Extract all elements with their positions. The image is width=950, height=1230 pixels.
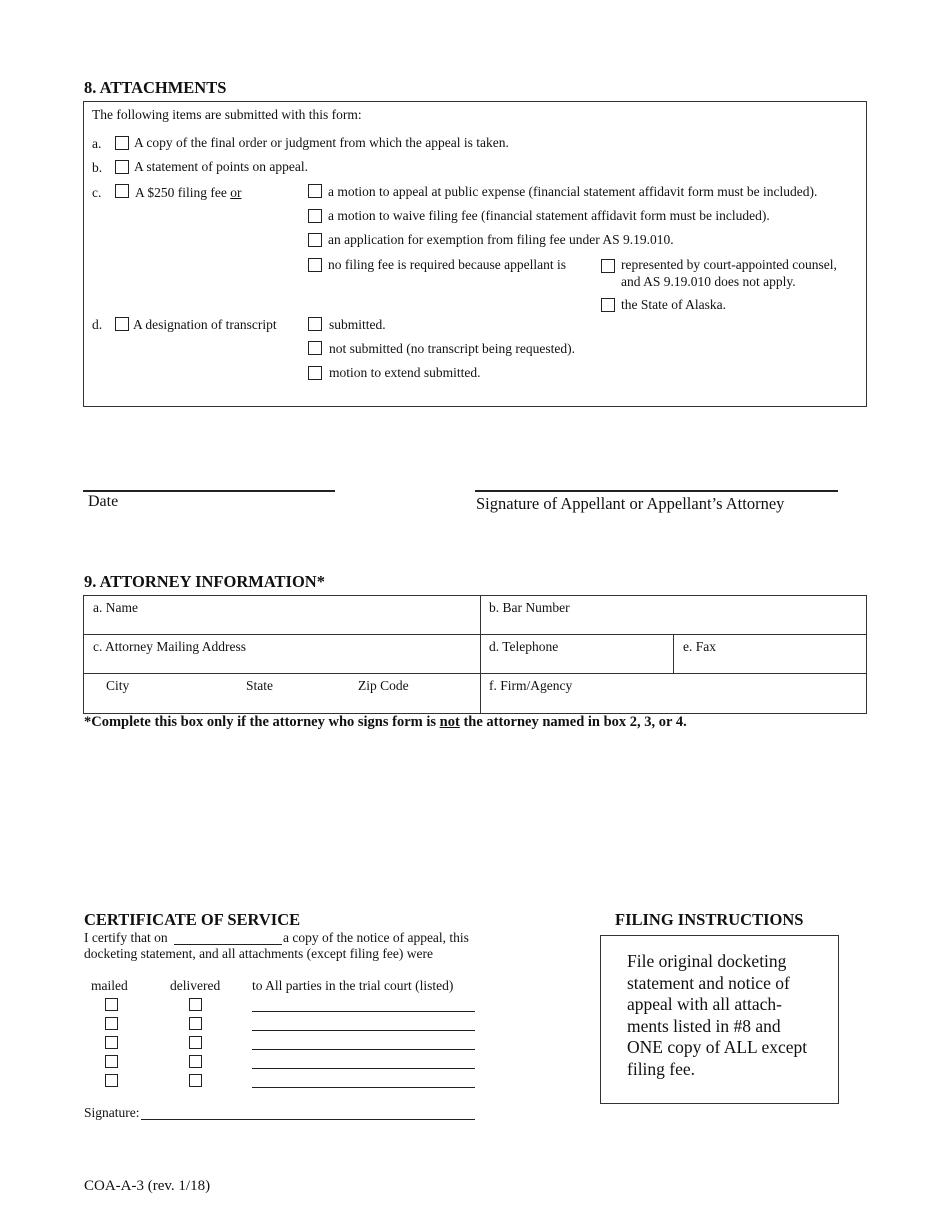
- telephone-cell[interactable]: [480, 634, 674, 674]
- delivered-checkbox[interactable]: [189, 1017, 202, 1030]
- certificate-signature-label: Signature:: [84, 1105, 140, 1120]
- mailed-checkbox[interactable]: [105, 1017, 118, 1030]
- fax-label: e. Fax: [683, 639, 716, 654]
- col-delivered-header: delivered: [170, 978, 221, 993]
- item-d-checkbox[interactable]: [115, 317, 129, 331]
- party-line[interactable]: [252, 1068, 475, 1069]
- fax-cell[interactable]: [673, 634, 867, 674]
- item-b-checkbox[interactable]: [115, 160, 129, 174]
- signature-line[interactable]: [475, 490, 838, 492]
- mailed-checkbox[interactable]: [105, 1055, 118, 1068]
- transcript-option-3-label: motion to extend submitted.: [329, 365, 481, 380]
- fee-option-3-label: an application for exemption from filing fee under AS 9.19.010.: [328, 232, 674, 247]
- form-id: COA-A-3 (rev. 1/18): [84, 1178, 211, 1194]
- state-field-label: State: [246, 678, 273, 693]
- filing-line: appeal with all attach-: [627, 994, 782, 1015]
- certify-date-line[interactable]: [174, 944, 282, 945]
- attorney-heading: 9. ATTORNEY INFORMATION*: [84, 572, 325, 591]
- certificate-heading: CERTIFICATE OF SERVICE: [84, 910, 301, 929]
- col-parties-header: to All parties in the trial court (listed): [252, 978, 454, 993]
- attorney-note: [84, 714, 687, 731]
- fee-option-1-checkbox[interactable]: [308, 184, 322, 198]
- delivered-checkbox[interactable]: [189, 1055, 202, 1068]
- fee-option-4-label: no filing fee is required because appellant is: [328, 257, 567, 272]
- fee-option-4-checkbox[interactable]: [308, 258, 322, 272]
- filing-line: ONE copy of ALL except: [627, 1037, 808, 1058]
- state-label: the State of Alaska.: [621, 297, 726, 312]
- item-a-label: A copy of the final order or judgment from which the appeal is taken.: [134, 135, 509, 150]
- mailed-checkbox[interactable]: [105, 1036, 118, 1049]
- item-a-letter: a.: [92, 136, 102, 151]
- filing-line: statement and notice of: [627, 972, 790, 993]
- attorney-note-before: *Complete this box only if the attorney who signs form is: [84, 714, 440, 730]
- filing-line: ments listed in #8 and: [627, 1015, 781, 1036]
- item-a-checkbox[interactable]: [115, 136, 129, 150]
- party-line[interactable]: [252, 1011, 475, 1012]
- certify-text-end: a copy of the notice of appeal, this: [283, 930, 469, 945]
- party-line[interactable]: [252, 1087, 475, 1088]
- item-c-checkbox[interactable]: [115, 184, 129, 198]
- zip-label: Zip Code: [358, 678, 409, 693]
- attorney-note-not: not: [439, 714, 460, 730]
- bar-number-label: b. Bar Number: [489, 600, 570, 615]
- certificate-signature-line[interactable]: [141, 1119, 475, 1120]
- certify-text-line2: docketing statement, and all attachments (except filing fee) were: [84, 946, 433, 961]
- item-c-label: [135, 185, 241, 201]
- attorney-name-cell[interactable]: [83, 595, 481, 635]
- attachments-heading: 8. ATTACHMENTS: [84, 78, 227, 97]
- item-d-label: A designation of transcript: [133, 317, 277, 332]
- item-c-letter: c.: [92, 185, 102, 200]
- mailed-checkbox[interactable]: [105, 998, 118, 1011]
- attorney-name-label: a. Name: [93, 600, 138, 615]
- date-label: Date: [88, 493, 119, 510]
- firm-cell[interactable]: [480, 673, 867, 714]
- date-line[interactable]: [83, 490, 335, 492]
- city-label: City: [106, 678, 130, 693]
- item-b-letter: b.: [92, 160, 103, 175]
- mailing-address-label: c. Attorney Mailing Address: [93, 639, 246, 654]
- attachments-intro: The following items are submitted with this form:: [92, 107, 362, 122]
- mailed-checkbox[interactable]: [105, 1074, 118, 1087]
- certify-text-start: I certify that on: [84, 930, 168, 945]
- transcript-option-3-checkbox[interactable]: [308, 366, 322, 380]
- filing-heading: FILING INSTRUCTIONS: [615, 910, 804, 929]
- firm-label: f. Firm/Agency: [489, 678, 573, 693]
- counsel-label-line2: and AS 9.19.010 does not apply.: [621, 274, 796, 289]
- city-state-zip-cell[interactable]: [83, 673, 481, 714]
- counsel-checkbox[interactable]: [601, 259, 615, 273]
- item-d-letter: d.: [92, 317, 103, 332]
- item-c-text: A $250 filing fee: [135, 185, 227, 200]
- fee-option-3-checkbox[interactable]: [308, 233, 322, 247]
- fee-option-2-checkbox[interactable]: [308, 209, 322, 223]
- transcript-option-1-checkbox[interactable]: [308, 317, 322, 331]
- filing-line: filing fee.: [627, 1058, 696, 1079]
- mailing-address-cell[interactable]: [83, 634, 481, 674]
- attorney-note-after: the attorney named in box 2, 3, or 4.: [459, 714, 687, 730]
- delivered-checkbox[interactable]: [189, 1074, 202, 1087]
- fee-option-2-label: a motion to waive filing fee (financial statement affidavit form must be included).: [328, 208, 770, 223]
- party-line[interactable]: [252, 1030, 475, 1031]
- delivered-checkbox[interactable]: [189, 1036, 202, 1049]
- counsel-label-line1: represented by court-appointed counsel,: [621, 257, 837, 272]
- filing-line: File original docketing: [627, 951, 787, 971]
- delivered-checkbox[interactable]: [189, 998, 202, 1011]
- filing-text: [627, 951, 807, 1081]
- transcript-option-1-label: submitted.: [329, 317, 386, 332]
- transcript-option-2-checkbox[interactable]: [308, 341, 322, 355]
- item-c-or: or: [230, 185, 242, 200]
- state-checkbox[interactable]: [601, 298, 615, 312]
- party-line[interactable]: [252, 1049, 475, 1050]
- transcript-option-2-label: not submitted (no transcript being requested).: [329, 341, 575, 356]
- bar-number-cell[interactable]: [480, 595, 867, 635]
- fee-option-1-label: a motion to appeal at public expense (financial statement affidavit form must be included).: [328, 184, 818, 199]
- telephone-label: d. Telephone: [489, 639, 559, 654]
- item-b-label: A statement of points on appeal.: [134, 159, 308, 174]
- signature-label: Signature of Appellant or Appellant’s Attorney: [476, 494, 785, 513]
- col-mailed-header: mailed: [91, 978, 128, 993]
